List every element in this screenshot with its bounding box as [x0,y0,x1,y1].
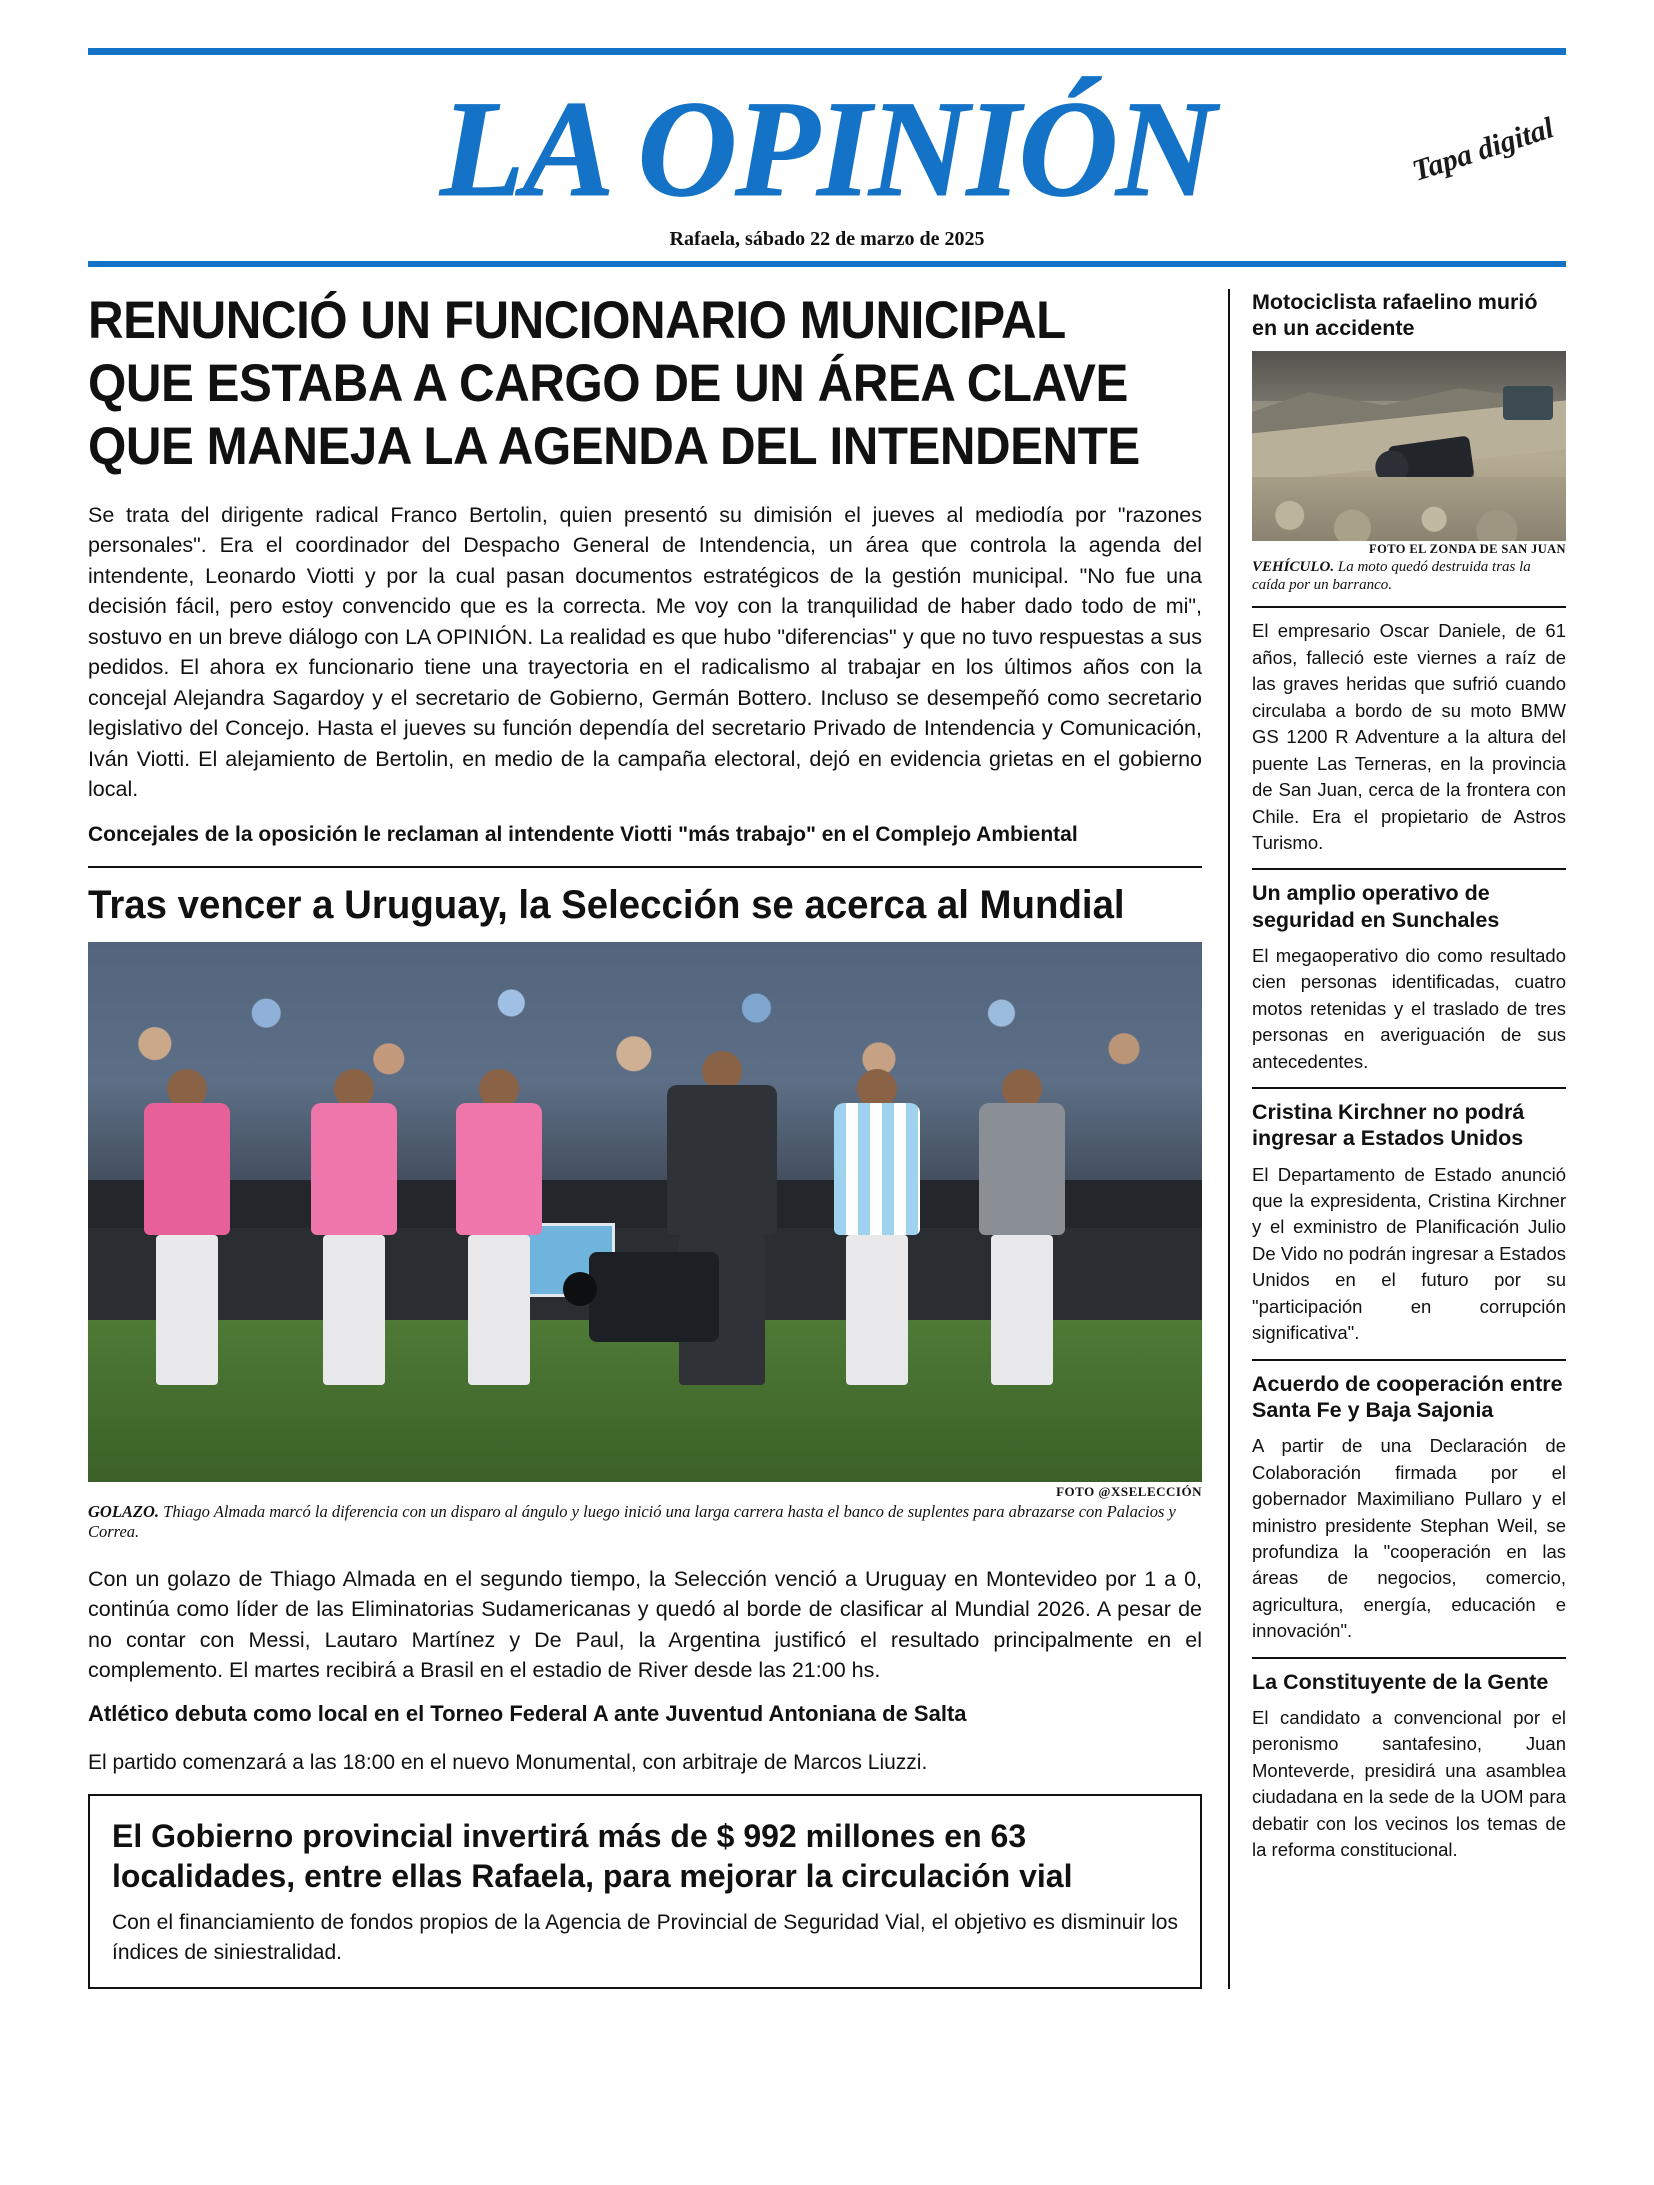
sidebar-item-motociclista[interactable] [1252,289,1566,857]
lead-body-text: Se trata del dirigente radical Franco Bertolin, quien presentó su dimisión el jueves al mediodía por "razones personales". Era el coordinador del Despacho General de Intendencia, un área que controla la agenda del intendente, Leonardo Viotti y por la cual pasan documentos estratégicos de la gestión municipal. "No fue una decisión fácil, pero estoy convencido que es la correcta. Me voy con la tranquilidad de haber dado todo de mi", sostuvo en un breve diálogo con LA OPINIÓN. La realidad es que hubo "diferencias" y que no tuvo respuestas a sus pedidos. El ahora ex funcionario tiene una trayectoria en el radicalismo al trabajar en los últimos años con la concejal Alejandra Sagardoy y el secretario de Gobierno, Germán Bottero. Incluso se desempeñó como secretario legislativo del Concejo. Hasta el jueves su función dependía del secretario Privado de Intendencia y Comunicación, Iván Viotti. El alejamiento de Bertolin, en medio de la campaña electoral, dejó en evidencia grietas en el gobierno local. [88,502,1202,802]
sports-caption-lead: GOLAZO. [88,1502,160,1522]
logo-row [88,55,1566,225]
top-rule [88,48,1566,55]
sidebar-photo-caption [1252,558,1566,594]
sports-caption-text: Thiago Almada marcó la diferencia con un disparo al ángulo y luego inició una larga carrera hasta el banco de suplentes para abrazarse con Palacios y Correa. [88,1502,1176,1542]
sidebar-divider-2 [1252,868,1566,870]
lead-headline-line-2: QUE ESTABA A CARGO DE UN ÁREA CLAVE [88,353,1128,413]
lead-headline-line-1: RENUNCIÓ UN FUNCIONARIO MUNICIPAL [88,290,1066,350]
sidebar-caption-text: La moto quedó destruida tras la caída por un barranco. [1252,559,1531,594]
sidebar-body: El megaoperativo dio como resultado cien personas identificadas, cuatro motos retenidas y el traslado de tres personas en averiguación de sus antecedentes. [1252,944,1566,1072]
sidebar-photo-credit: FOTO EL ZONDA DE SAN JUAN [1369,542,1566,557]
boxed-story[interactable] [88,1794,1202,1989]
sports-sub-headline[interactable]: Atlético debuta como local en el Torneo Federal A ante Juventud Antoniana de Salta [88,1700,967,1726]
sidebar-body: A partir de una Declaración de Colaboración firmada por el gobernador Maximiliano Pullaro y el ministro presidente Stephan Weil, se profundiza la "cooperación en las áreas de negocios, comercio, agricultura, energía, educación e innovación". [1252,1435,1566,1642]
sidebar-divider-4 [1252,1359,1566,1361]
dateline: Rafaela, sábado 22 de marzo de 2025 [669,227,985,250]
boxed-headline: El Gobierno provincial invertirá más de $ 992 millones en 63 localidades, entre ellas Rafaela, para mejorar la circulación vial [112,1817,1073,1895]
sidebar-divider-3 [1252,1087,1566,1089]
sidebar-body: El candidato a convencional por el peronismo santafesino, Juan Monteverde, presidirá una asamblea ciudadana en la sede de la UOM para debatir con los vecinos los temas de la reforma constitucional. [1252,1707,1566,1861]
sports-sub-body: El partido comenzará a las 18:00 en el nuevo Monumental, con arbitraje de Marcos Liuzzi. [88,1751,928,1775]
sidebar-divider-1 [1252,606,1566,608]
boxed-body: Con el financiamiento de fondos propios de la Agencia de Provincial de Seguridad Vial, el objetivo es disminuir los índices de siniestralidad. [112,1911,1178,1964]
sidebar-headline: La Constituyente de la Gente [1252,1669,1549,1694]
sidebar-caption-lead: VEHÍCULO. [1252,559,1335,576]
sidebar-headline: Motociclista rafaelino murió en un accidente [1252,289,1538,341]
page-content [88,289,1566,1989]
sidebar-headline: Un amplio operativo de seguridad en Sunchales [1252,881,1500,932]
sidebar-headline: Acuerdo de cooperación entre Santa Fe y Baja Sajonia [1252,1371,1563,1422]
newspaper-logo[interactable]: LA OPINIÓN [440,72,1214,225]
sidebar-item-acuerdo[interactable] [1252,1371,1566,1645]
masthead-bottom-rule [88,261,1566,267]
sidebar-headline: Cristina Kirchner no podrá ingresar a Estados Unidos [1252,1100,1525,1151]
sidebar-item-cristina[interactable] [1252,1099,1566,1347]
divider-lead-sports [88,866,1202,868]
sports-photo [88,942,1202,1482]
sidebar-body: El empresario Oscar Daniele, de 61 años, falleció este viernes a raíz de las graves heridas que sufrió cuando circulaba a bordo de su moto BMW GS 1200 R Adventure a la altura del puente Las Terneras, en la provincia de San Juan, cerca de la frontera con Chile. Era el propietario de Astros Turismo. [1252,620,1566,853]
sports-headline[interactable]: Tras vencer a Uruguay, la Selección se acerca al Mundial [88,883,1125,928]
sports-body-text: Con un golazo de Thiago Almada en el segundo tiempo, la Selección venció a Uruguay en Montevideo por 1 a 0, continúa como líder de las Eliminatorias Sudamericanas y quedó al borde de clasificar al Mundial 2026. A pesar de no contar con Messi, Lautaro Martínez y De Paul, la Argentina justificó el resultado principalmente en el complemento. El martes recibirá a Brasil en el estadio de River desde las 21:00 hs. [88,1566,1202,1683]
lead-strap-headline[interactable]: Concejales de la oposición le reclaman al intendente Viotti "más trabajo" en el Complejo Ambiental [88,822,1078,846]
masthead [88,0,1566,267]
sidebar-item-operativo[interactable] [1252,880,1566,1075]
sidebar-divider-5 [1252,1657,1566,1659]
sidebar-photo-moto [1252,351,1566,541]
sidebar-item-constituyente[interactable] [1252,1669,1566,1864]
main-column [88,289,1228,1989]
tapa-digital-badge: Tapa digital [1407,111,1558,188]
lead-headline-line-3: QUE MANEJA LA AGENDA DEL INTENDENTE [88,417,1140,477]
sports-photo-credit: FOTO @XSELECCIÓN [1056,1484,1202,1500]
lead-headline[interactable] [88,289,1140,478]
sidebar-body: El Departamento de Estado anunció que la expresidenta, Cristina Kirchner y el exministro de Planificación Julio De Vido no podrán ingresar a Estados Unidos en el futuro por su "participación en corrupción significativa". [1252,1163,1566,1344]
sidebar-column [1228,289,1566,1989]
sports-photo-caption [88,1502,1202,1542]
